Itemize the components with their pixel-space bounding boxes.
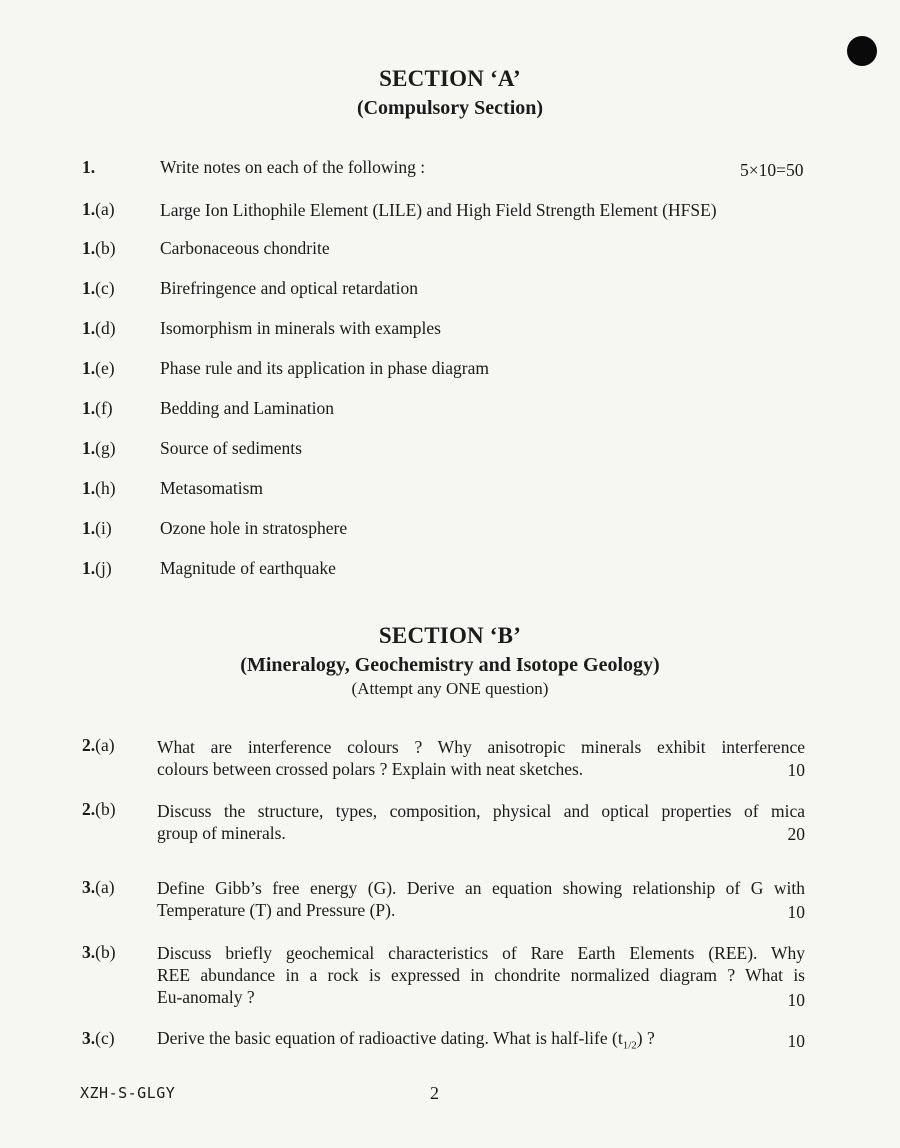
- marks: 10: [787, 760, 805, 780]
- item-text: Birefringence and optical retardation: [160, 278, 419, 298]
- item-number: 1.(j): [82, 558, 112, 578]
- item-number: 1.(a): [82, 199, 115, 219]
- item-number: 1.(d): [82, 318, 116, 338]
- question-text: Define Gibb’s free energy (G). Derive an equation showing relationship of G with Temperature (T) and Pressure (P).: [157, 878, 805, 920]
- marks: 20: [787, 824, 805, 844]
- item-text: Magnitude of earthquake: [160, 558, 336, 578]
- item-number: 1.(e): [82, 358, 115, 378]
- item-text: Source of sediments: [160, 438, 302, 458]
- section-b-subtitle: (Mineralogy, Geochemistry and Isotope Geology): [240, 654, 660, 676]
- section-a-title: SECTION ‘A’: [379, 66, 521, 91]
- item-text: Metasomatism: [160, 478, 264, 498]
- marks: 10: [787, 1031, 805, 1051]
- item-number: 1.(c): [82, 278, 115, 298]
- item-number: 1.(h): [82, 478, 116, 498]
- question-number: 3.(a): [82, 877, 115, 897]
- question-text: Discuss the structure, types, composition, physical and optical properties of mica group of minerals.: [157, 801, 805, 843]
- item-number: 1.(i): [82, 518, 112, 538]
- question-number: 2.(b): [82, 799, 116, 819]
- item-number: 1.(g): [82, 438, 116, 458]
- section-a-subtitle: (Compulsory Section): [356, 97, 544, 119]
- item-text: Bedding and Lamination: [160, 398, 334, 418]
- section-b-instruction: (Attempt any ONE question): [351, 679, 549, 698]
- page-number: 2: [430, 1083, 439, 1103]
- punch-hole-mark: [847, 36, 877, 66]
- question-text: Write notes on each of the following :: [160, 157, 426, 177]
- item-text: Ozone hole in stratosphere: [160, 518, 348, 538]
- question-number: 2.(a): [82, 735, 115, 755]
- question-number: 3.(c): [82, 1028, 115, 1048]
- paper-code: XZH-S-GLGY: [80, 1084, 176, 1102]
- marks: 10: [787, 990, 805, 1010]
- section-b-title: SECTION ‘B’: [378, 623, 522, 648]
- item-text: Phase rule and its application in phase diagram: [160, 358, 490, 378]
- question-text: Derive the basic equation of radioactive dating. What is half-life $(t_{1/2})$ ?: [157, 1028, 655, 1052]
- question-text: What are interference colours ? Why anisotropic minerals exhibit interference colours between crossed polars ? Explain with neat sketches.: [157, 737, 805, 779]
- question-text: Discuss briefly geochemical characteristics of Rare Earth Elements (REE). Why REE abundance in a rock is expressed in chondrite normalized diagram ? What is Eu-anomaly ?: [157, 943, 805, 1007]
- marks: 5×10=50: [740, 160, 804, 180]
- item-text: Carbonaceous chondrite: [160, 238, 330, 258]
- marks: 10: [787, 902, 805, 922]
- item-number: 1.(f): [82, 398, 113, 418]
- question-number: 3.(b): [82, 942, 116, 962]
- item-text: Large Ion Lithophile Element (LILE) and High Field Strength Element (HFSE): [160, 200, 717, 220]
- item-text: Isomorphism in minerals with examples: [160, 318, 441, 338]
- item-number: 1.(b): [82, 238, 116, 258]
- question-number: 1.: [82, 157, 96, 177]
